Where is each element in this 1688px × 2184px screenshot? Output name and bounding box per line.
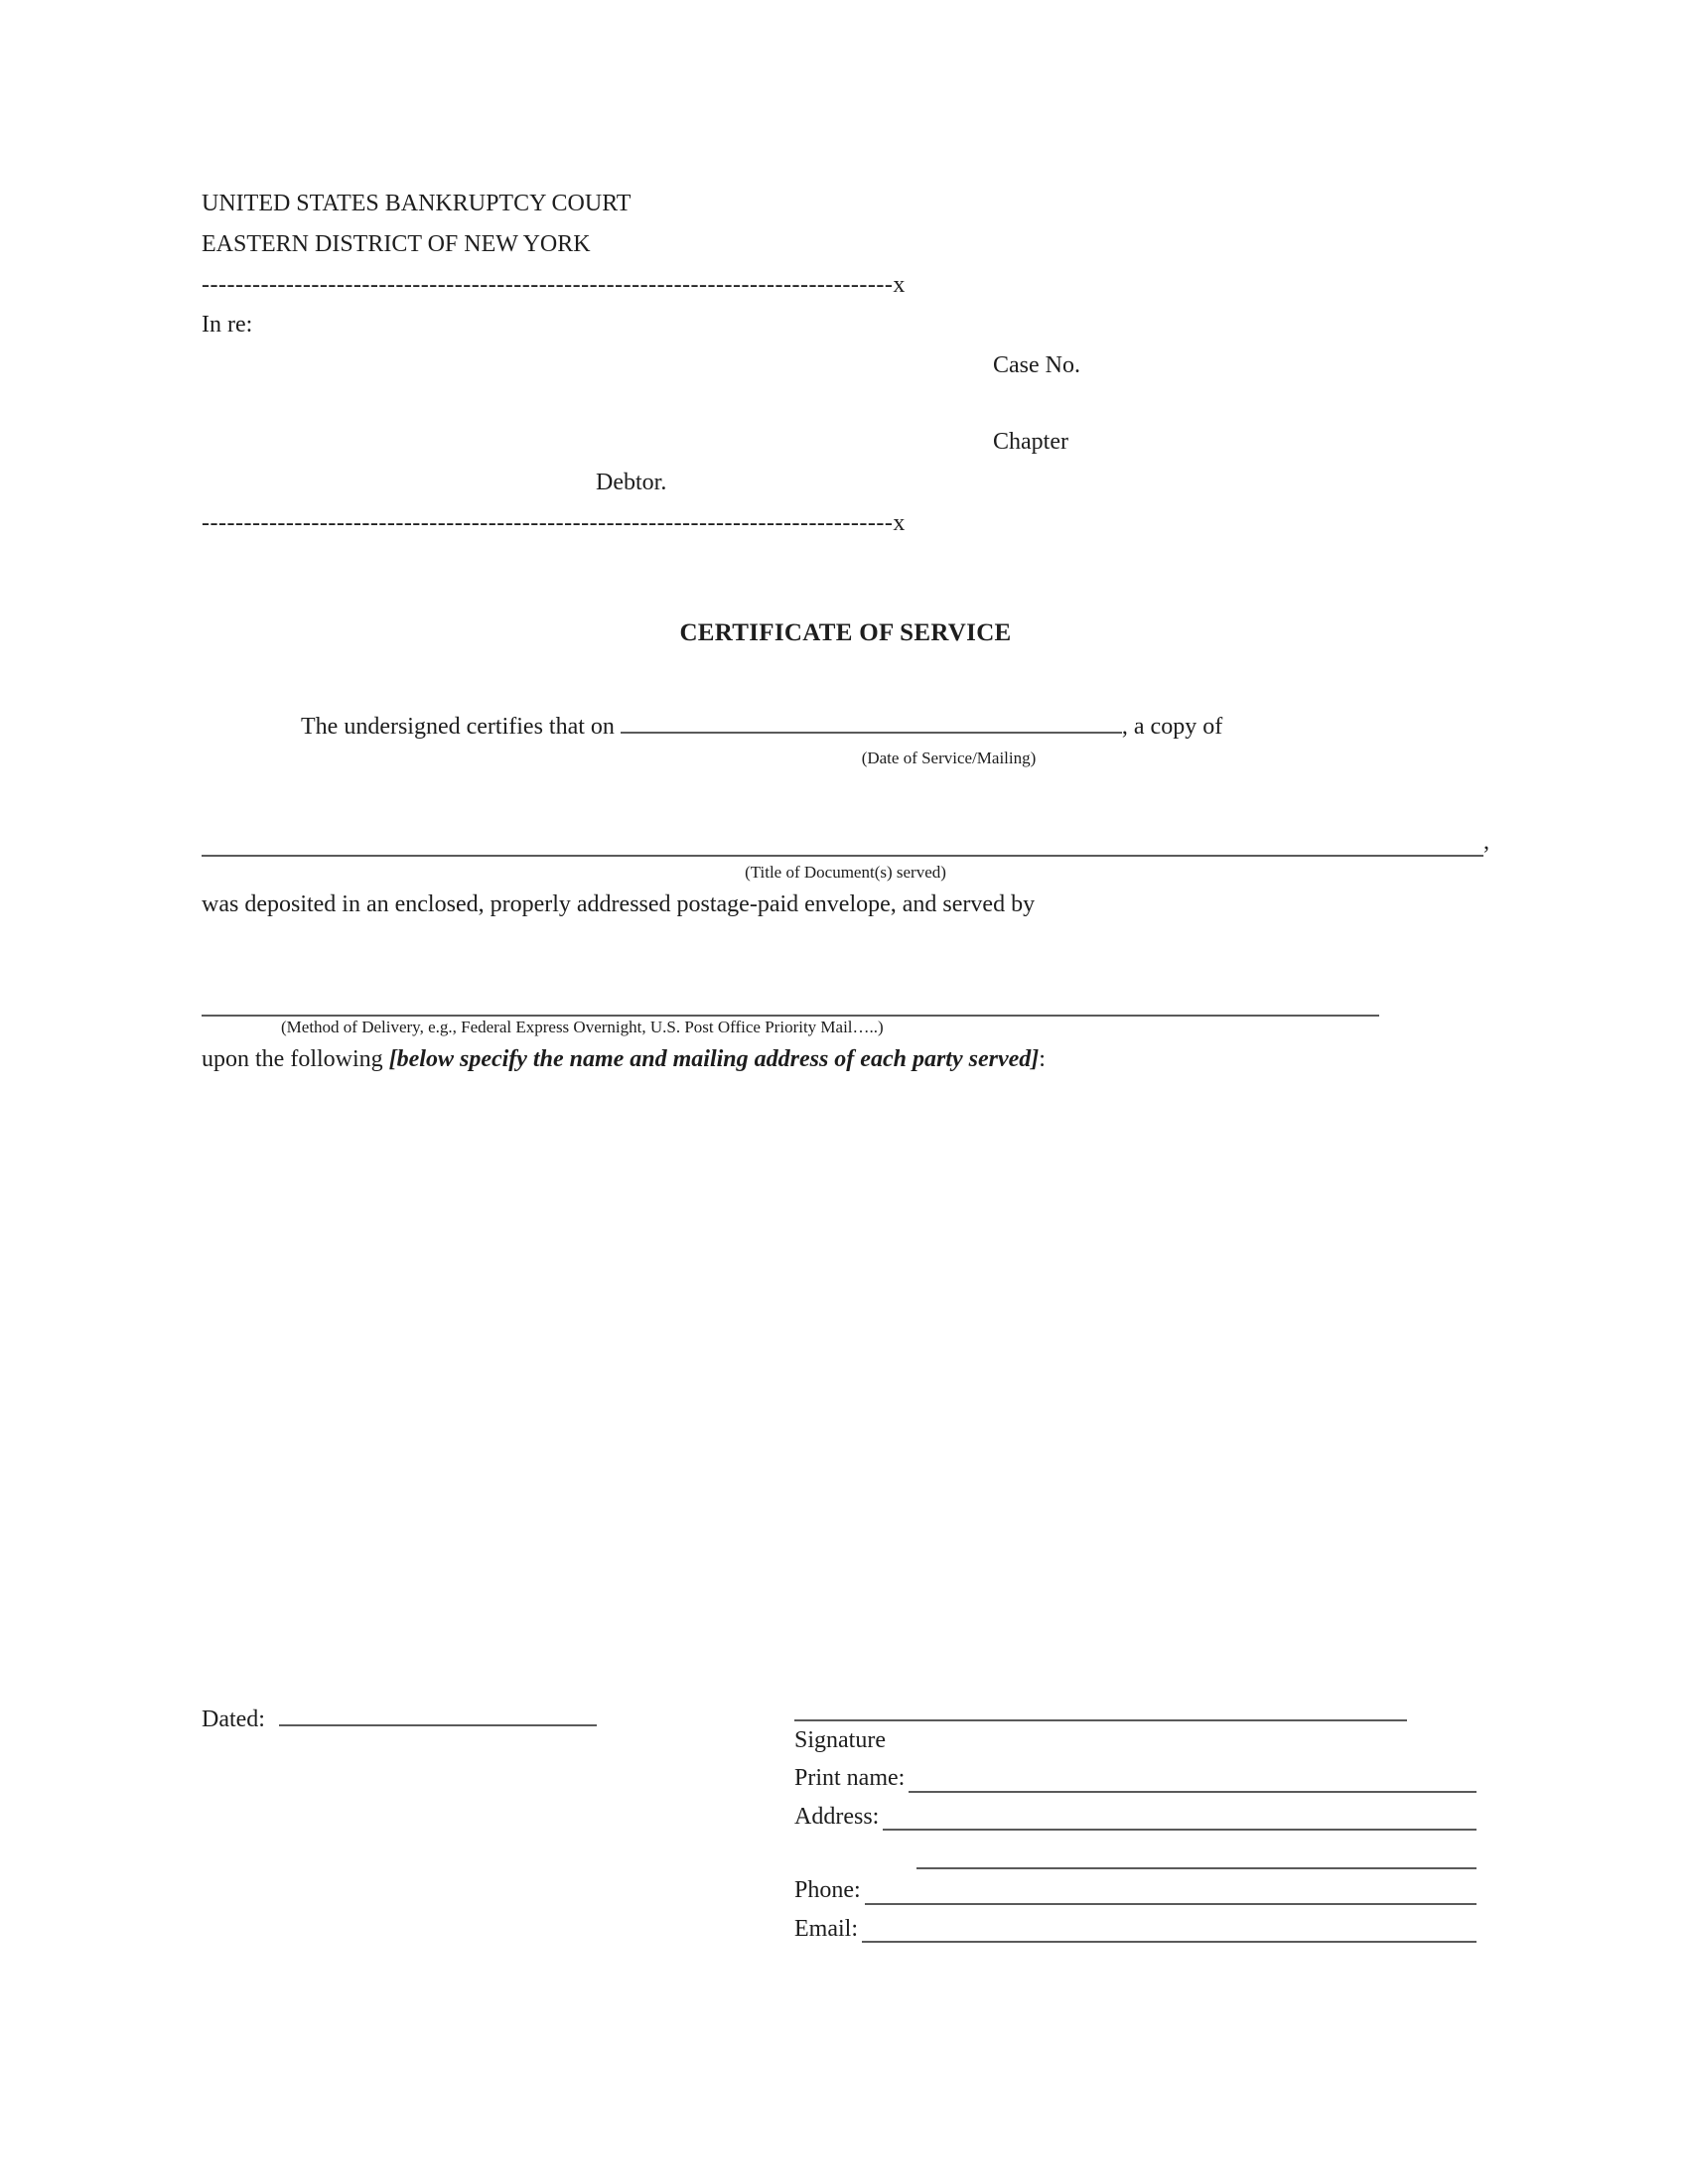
certify-suffix-text: , a copy of (1121, 713, 1223, 740)
upon-prefix-text: upon the following (202, 1046, 389, 1073)
address-field[interactable] (883, 1798, 1477, 1831)
phone-field[interactable] (865, 1871, 1477, 1904)
document-title-trailing-comma: , (1483, 828, 1489, 855)
chapter-label: Chapter (993, 428, 1068, 455)
upon-trailing-colon: : (1039, 1046, 1046, 1073)
debtor-label: Debtor. (596, 469, 667, 495)
parties-served-area[interactable] (202, 1080, 1489, 1676)
address-label: Address: (794, 1803, 880, 1830)
document-title-row (202, 822, 1489, 863)
dated-label: Dated: (202, 1706, 265, 1733)
court-name-line: UNITED STATES BANKRUPTCY COURT (202, 191, 632, 216)
address-line2-field[interactable] (916, 1836, 1477, 1869)
method-of-delivery-caption: (Method of Delivery, e.g., Federal Express Overnight, U.S. Post Office Priority Mail…..) (281, 1018, 884, 1037)
address-row (794, 1798, 1477, 1836)
court-district-line: EASTERN DISTRICT OF NEW YORK (202, 230, 591, 257)
phone-row (794, 1871, 1477, 1909)
email-field[interactable] (862, 1910, 1477, 1943)
in-re-label: In re: (202, 312, 253, 339)
deposited-sentence: was deposited in an enclosed, properly addressed postage-paid envelope, and served by (202, 891, 1036, 918)
document-title-field[interactable] (202, 822, 1483, 858)
date-of-service-field[interactable] (621, 709, 1122, 734)
signature-section (0, 1676, 1688, 2003)
print-name-row (794, 1759, 1477, 1797)
page-title: CERTIFICATE OF SERVICE (679, 619, 1012, 647)
phone-label: Phone: (794, 1877, 861, 1904)
method-of-delivery-field[interactable] (202, 985, 1379, 1017)
signature-label: Signature (794, 1727, 886, 1753)
case-no-label: Case No. (993, 352, 1080, 379)
email-row (794, 1910, 1477, 1948)
document-title-caption: (Title of Document(s) served) (745, 863, 946, 883)
print-name-field[interactable] (909, 1759, 1477, 1792)
signature-field[interactable] (794, 1676, 1407, 1721)
dated-row (202, 1702, 597, 1733)
print-name-label: Print name: (794, 1765, 906, 1792)
upon-emphasis-text: [below specify the name and mailing address of each party served] (388, 1046, 1040, 1073)
signature-block (794, 1676, 1477, 1948)
certify-sentence (202, 707, 1489, 748)
email-label: Email: (794, 1915, 858, 1942)
certify-prefix-text: The undersigned certifies that on (301, 713, 615, 740)
caption-divider-top: ----------------------------------------------------------------------------------x (202, 271, 906, 298)
upon-sentence (202, 1039, 1489, 1080)
date-of-service-caption: (Date of Service/Mailing) (861, 748, 1037, 767)
document-content (202, 184, 1489, 1676)
dated-field[interactable] (279, 1702, 597, 1726)
caption-divider-bottom: ----------------------------------------------------------------------------------x (202, 509, 906, 536)
